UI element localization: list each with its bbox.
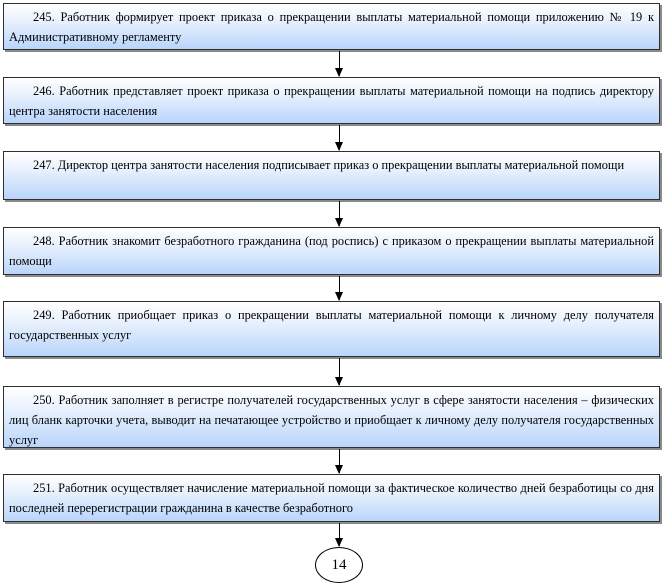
step-247: 247. Директор центра занятости населения подписывает приказ о прекращении выплаты материальной помощи	[3, 151, 660, 200]
page-connector-label: 14	[331, 556, 347, 573]
step-249: 249. Работник приобщает приказ о прекращении выплаты материальной помощи к личному делу получателя государственных услуг	[3, 301, 660, 357]
page-connector	[315, 547, 363, 583]
step-248: 248. Работник знакомит безработного гражданина (под роспись) с приказом о прекращении выплаты материальной помощи	[3, 227, 660, 275]
arrow-248-249	[339, 276, 340, 300]
arrow-251-connector	[339, 523, 340, 546]
arrow-247-248	[339, 201, 340, 226]
step-245: 245. Работник формирует проект приказа о прекращении выплаты материальной помощи приложению № 19 к Административному регламенту	[3, 3, 660, 50]
step-251: 251. Работник осуществляет начисление материальной помощи за фактическое количество дней безработицы со дня последней перерегистрации гражданина в качестве безработного	[3, 474, 660, 522]
arrow-250-251	[339, 449, 340, 473]
arrow-246-247	[339, 125, 340, 150]
step-246: 246. Работник представляет проект приказа о прекращении выплаты материальной помощи на подпись директору центра занятости населения	[3, 77, 660, 124]
step-250: 250. Работник заполняет в регистре получателей государственных услуг в сфере занятости населения – физических лиц бланк карточки учета, выводит на печатающее устройство и приобщает к личному делу получателя государственных услуг	[3, 386, 660, 448]
arrow-249-250	[339, 358, 340, 385]
arrow-245-246	[339, 51, 340, 76]
